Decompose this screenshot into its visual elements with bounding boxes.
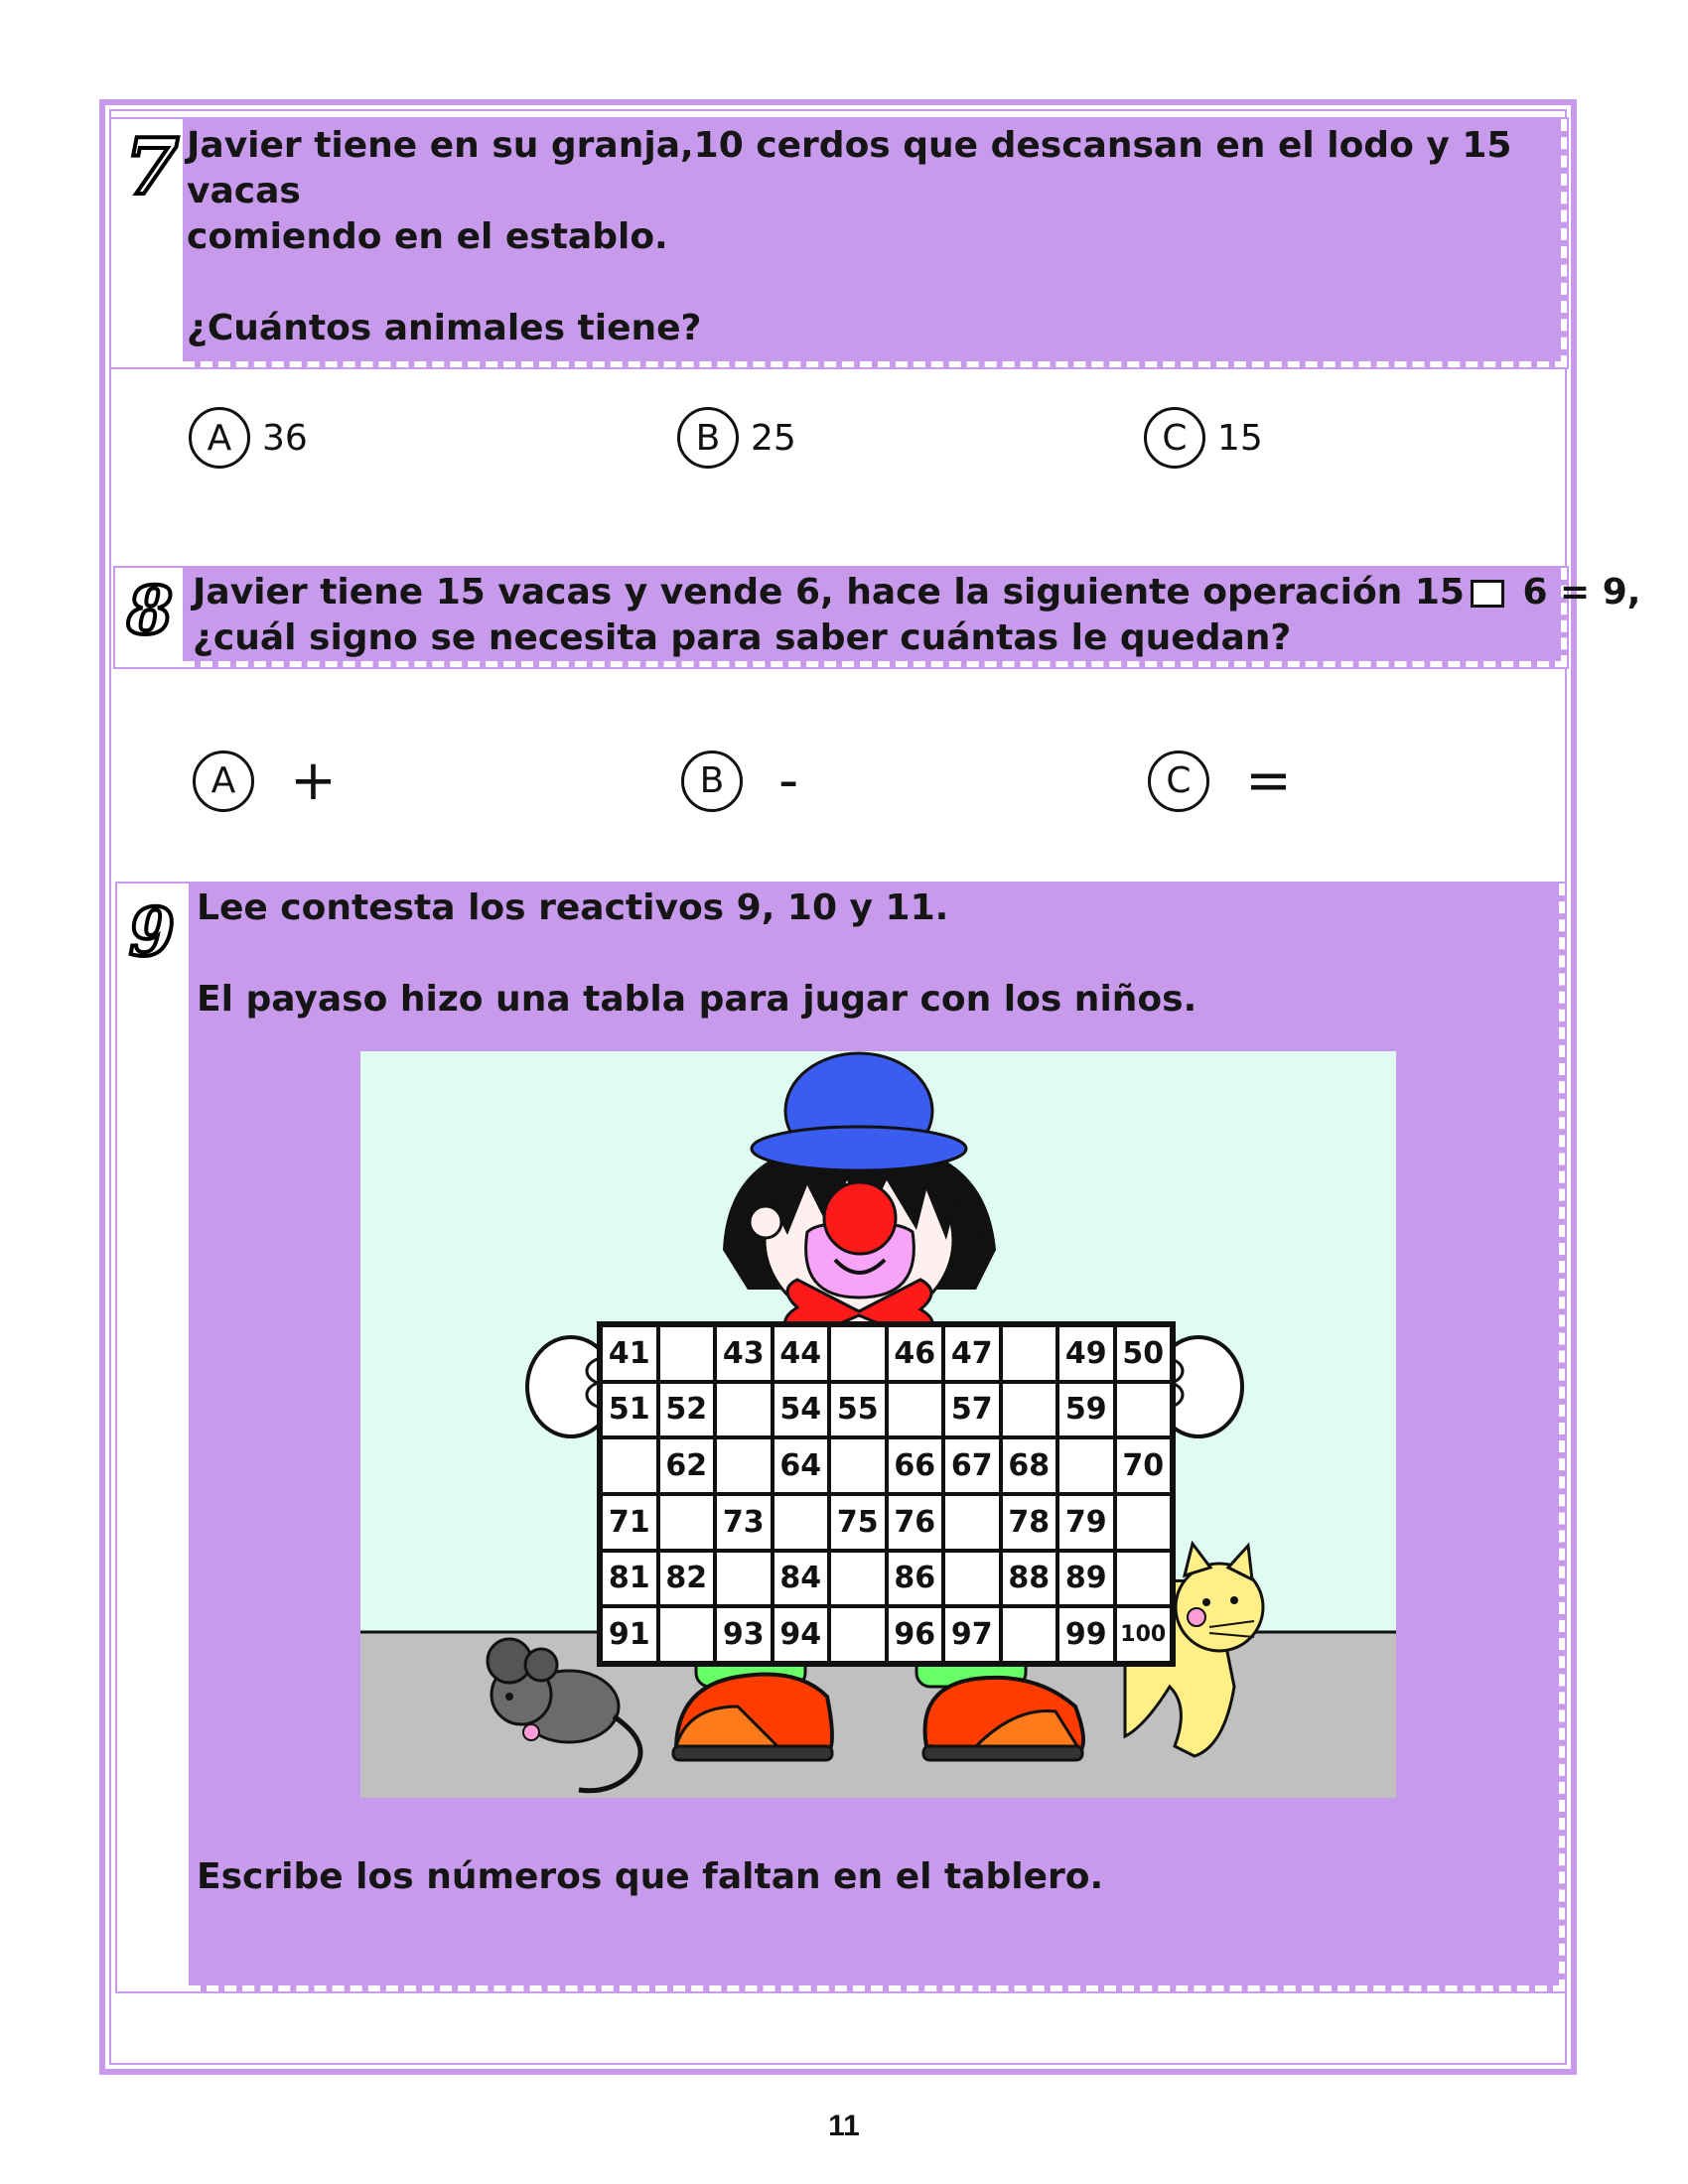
board-cell: 94: [773, 1606, 830, 1663]
board-cell-blank[interactable]: [887, 1382, 944, 1438]
question-8-option-b[interactable]: [681, 749, 798, 813]
board-cell-blank[interactable]: [1115, 1551, 1173, 1607]
board-cell: 76: [887, 1494, 944, 1551]
board-cell: 88: [1001, 1551, 1058, 1607]
question-number-9: 9: [129, 893, 175, 971]
question-9-context: El payaso hizo una tabla para jugar con los niños.: [197, 979, 1197, 1020]
board-cell-blank[interactable]: [658, 1494, 716, 1551]
board-cell: 71: [601, 1494, 658, 1551]
clown-scene: [360, 1051, 1396, 1798]
board-cell: 99: [1057, 1606, 1115, 1663]
board-cell: 54: [773, 1382, 830, 1438]
question-8-option-a[interactable]: [193, 749, 337, 813]
option-letter-circle[interactable]: B: [681, 751, 743, 812]
board-cell: 55: [829, 1382, 887, 1438]
question-8-text-line2: ¿cuál signo se necesita para saber cuántas le quedan?: [193, 617, 1292, 658]
board-cell: 66: [887, 1437, 944, 1494]
question-7-box: [109, 117, 1569, 369]
question-7-option-a[interactable]: [189, 407, 308, 469]
board-cell: 59: [1057, 1382, 1115, 1438]
question-8-text: [193, 570, 1641, 661]
question-number-7: 7: [125, 122, 180, 212]
board-cell: 52: [658, 1382, 716, 1438]
board-cell: 100: [1115, 1606, 1173, 1663]
board-cell-blank[interactable]: [1115, 1382, 1173, 1438]
question-8-box: [113, 566, 1641, 669]
option-symbol: +: [290, 749, 337, 813]
number-board: [597, 1321, 1176, 1667]
board-cell: 73: [715, 1494, 773, 1551]
board-cell: 78: [1001, 1494, 1058, 1551]
board-cell-blank[interactable]: [943, 1494, 1001, 1551]
board-cell: 64: [773, 1437, 830, 1494]
page-number: 11: [828, 2110, 860, 2142]
board-cell-blank[interactable]: [1001, 1382, 1058, 1438]
board-cell: 86: [887, 1551, 944, 1607]
question-7-text: Javier tiene en su granja,10 cerdos que descansan en el lodo y 15 vacas comiendo en el establo. ¿Cuántos animales tiene?: [187, 125, 1512, 348]
option-value: 25: [751, 417, 796, 459]
option-letter-circle[interactable]: A: [189, 407, 250, 469]
board-cell: 79: [1057, 1494, 1115, 1551]
board-cell: 75: [829, 1494, 887, 1551]
board-cell-blank[interactable]: [1057, 1437, 1115, 1494]
board-cell: 49: [1057, 1325, 1115, 1382]
question-9-instruction: Escribe los números que faltan en el tablero.: [197, 1856, 1104, 1897]
board-cell-blank[interactable]: [1115, 1494, 1173, 1551]
option-letter-circle[interactable]: C: [1144, 407, 1205, 469]
board-cell-blank[interactable]: [715, 1437, 773, 1494]
board-cell: 41: [601, 1325, 658, 1382]
board-cell-blank[interactable]: [601, 1437, 658, 1494]
board-cell-blank[interactable]: [1001, 1325, 1058, 1382]
option-letter-circle[interactable]: A: [193, 751, 254, 812]
board-cell: 81: [601, 1551, 658, 1607]
question-7-option-b[interactable]: [677, 407, 796, 469]
question-7-option-c[interactable]: [1144, 407, 1263, 469]
board-cell: 43: [715, 1325, 773, 1382]
board-cell: 51: [601, 1382, 658, 1438]
option-letter-circle[interactable]: C: [1148, 751, 1209, 812]
board-cell-blank[interactable]: [773, 1494, 830, 1551]
board-cell-blank[interactable]: [829, 1437, 887, 1494]
question-number-8: 8: [127, 572, 173, 649]
board-cell: 97: [943, 1606, 1001, 1663]
board-cell: 96: [887, 1606, 944, 1663]
board-cell: 46: [887, 1325, 944, 1382]
board-cell: 89: [1057, 1551, 1115, 1607]
board-cell: 50: [1115, 1325, 1173, 1382]
question-9-intro: Lee contesta los reactivos 9, 10 y 11.: [197, 887, 949, 928]
board-cell: 47: [943, 1325, 1001, 1382]
option-value: 15: [1217, 417, 1263, 459]
question-8-text-part2: 6 = 9,: [1509, 572, 1641, 613]
board-cell-blank[interactable]: [943, 1551, 1001, 1607]
board-cell: 44: [773, 1325, 830, 1382]
board-cell: 67: [943, 1437, 1001, 1494]
board-cell: 68: [1001, 1437, 1058, 1494]
question-8-option-c[interactable]: [1148, 749, 1292, 813]
board-cell-blank[interactable]: [829, 1551, 887, 1607]
board-cell-blank[interactable]: [658, 1325, 716, 1382]
board-cell-blank[interactable]: [658, 1606, 716, 1663]
board-cell: 93: [715, 1606, 773, 1663]
option-symbol: -: [778, 749, 799, 813]
option-value: 36: [262, 417, 308, 459]
option-symbol: =: [1245, 749, 1292, 813]
board-cell: 70: [1115, 1437, 1173, 1494]
blank-sign-box: [1471, 580, 1504, 608]
board-cell-blank[interactable]: [1001, 1606, 1058, 1663]
board-cell-blank[interactable]: [829, 1606, 887, 1663]
board-cell: 84: [773, 1551, 830, 1607]
option-letter-circle[interactable]: B: [677, 407, 739, 469]
board-cell-blank[interactable]: [715, 1382, 773, 1438]
board-cell: 62: [658, 1437, 716, 1494]
board-cell-blank[interactable]: [715, 1551, 773, 1607]
question-8-text-part1: Javier tiene 15 vacas y vende 6, hace la siguiente operación 15: [193, 572, 1465, 613]
board-cell: 57: [943, 1382, 1001, 1438]
board-cell: 91: [601, 1606, 658, 1663]
board-cell-blank[interactable]: [829, 1325, 887, 1382]
board-cell: 82: [658, 1551, 716, 1607]
